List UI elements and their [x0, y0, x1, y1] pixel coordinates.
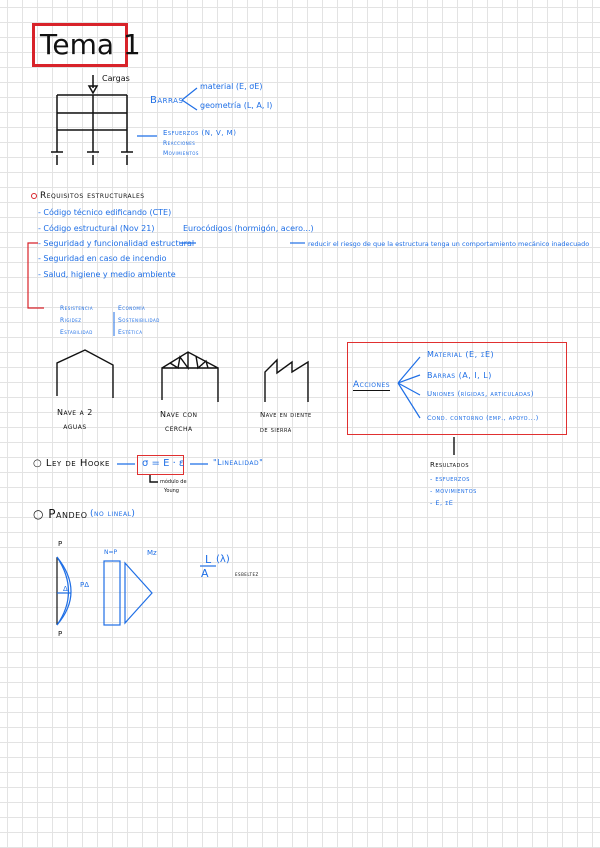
delta-label: Δ	[63, 585, 68, 593]
requisito-item: - Seguridad en caso de incendio	[38, 254, 167, 263]
accion-item: Cond. contorno (emp., apoyo...)	[427, 414, 539, 422]
requisito-item: - Salud, higiene y medio ambiente	[38, 270, 176, 279]
nave-label	[160, 408, 198, 436]
nave-line: Nave a 2	[57, 408, 93, 417]
a-label: A	[201, 567, 209, 580]
pandeo-label: ○ Pandeo	[33, 507, 88, 521]
requisito-item: - Seguridad y funcionalidad estructural	[38, 239, 195, 248]
eurocodigos: Eurocódigos (hormigón, acero...)	[183, 224, 314, 233]
n-p-label: N=P	[104, 549, 118, 556]
p-bottom: P	[58, 630, 63, 638]
nave-label	[57, 406, 93, 434]
resultado-item: - movimientos	[430, 487, 477, 495]
col-item: Rigidez	[60, 317, 82, 324]
pandeo-note: (no lineal)	[90, 509, 136, 519]
col-item: Economía	[118, 305, 146, 312]
requisitos-heading: Requisitos estructurales	[40, 191, 145, 201]
hooke-formula: σ = E · ε	[142, 458, 185, 469]
lambda-label: (λ)	[216, 554, 230, 565]
young-label: Young	[164, 488, 179, 494]
pandeo-drawings	[57, 557, 216, 625]
acciones-label: Acciones	[353, 380, 391, 390]
left-col	[60, 303, 93, 339]
col-item: Estabilidad	[60, 329, 93, 336]
requisito-item: - Código técnico edificando (CTE)	[38, 208, 172, 217]
col-item: Estética	[118, 329, 143, 336]
col-item: Resistencia	[60, 305, 94, 312]
p-delta-label: PΔ	[80, 581, 90, 589]
accion-item: Material (E, σE)	[427, 350, 495, 359]
linealidad-label: "Linealidad"	[213, 458, 264, 467]
result-movimientos: Movimientos	[163, 150, 199, 157]
barras-geometria: geometría (L, A, I)	[200, 101, 273, 110]
resultados-heading: Resultados	[430, 461, 469, 469]
nave-line: cercha	[164, 424, 193, 433]
p-top: P	[58, 540, 63, 548]
pandeo-text: Pandeo	[48, 507, 88, 521]
frame-diagram	[51, 75, 133, 165]
requisito-item: - Código estructural (Nov 21)	[38, 224, 155, 233]
modulo-label: módulo de	[160, 479, 187, 485]
nave-line: Nave en diente	[260, 411, 312, 419]
nave-line: aguas	[63, 422, 87, 431]
nave-line: Nave con	[160, 410, 198, 419]
esbeltez-label: esbeltez	[235, 572, 259, 578]
col-item: Sostenibilidad	[118, 317, 160, 324]
reducir-text: reducir el riesgo de que la estructura tenga un comportamiento mecánico inadecuado	[308, 240, 590, 248]
nave-line: de sierra	[260, 426, 292, 434]
barras-material: material (E, σE)	[200, 82, 263, 91]
nave-label	[260, 408, 312, 438]
resultados-list	[430, 473, 477, 509]
barras-label: Barras	[150, 95, 184, 106]
accion-item: Barras (A, I, L)	[427, 371, 492, 380]
result-reacciones: Reacciones	[163, 140, 196, 147]
l-label: L	[205, 553, 212, 566]
result-esfuerzos: Esfuerzos (N, V, M)	[163, 129, 237, 137]
right-col	[118, 303, 160, 339]
load-label: Cargas	[102, 74, 130, 83]
mz-label: Mz	[147, 549, 157, 557]
resultado-item: - E, σE	[430, 499, 454, 507]
accion-item: Uniones (rígidas, articuladas)	[427, 390, 535, 398]
page-title: Tema 1	[40, 28, 141, 61]
hooke-label: ○ Ley de Hooke	[33, 458, 110, 469]
resultado-item: - esfuerzos	[430, 475, 470, 483]
hooke-text: Ley de Hooke	[45, 458, 110, 469]
